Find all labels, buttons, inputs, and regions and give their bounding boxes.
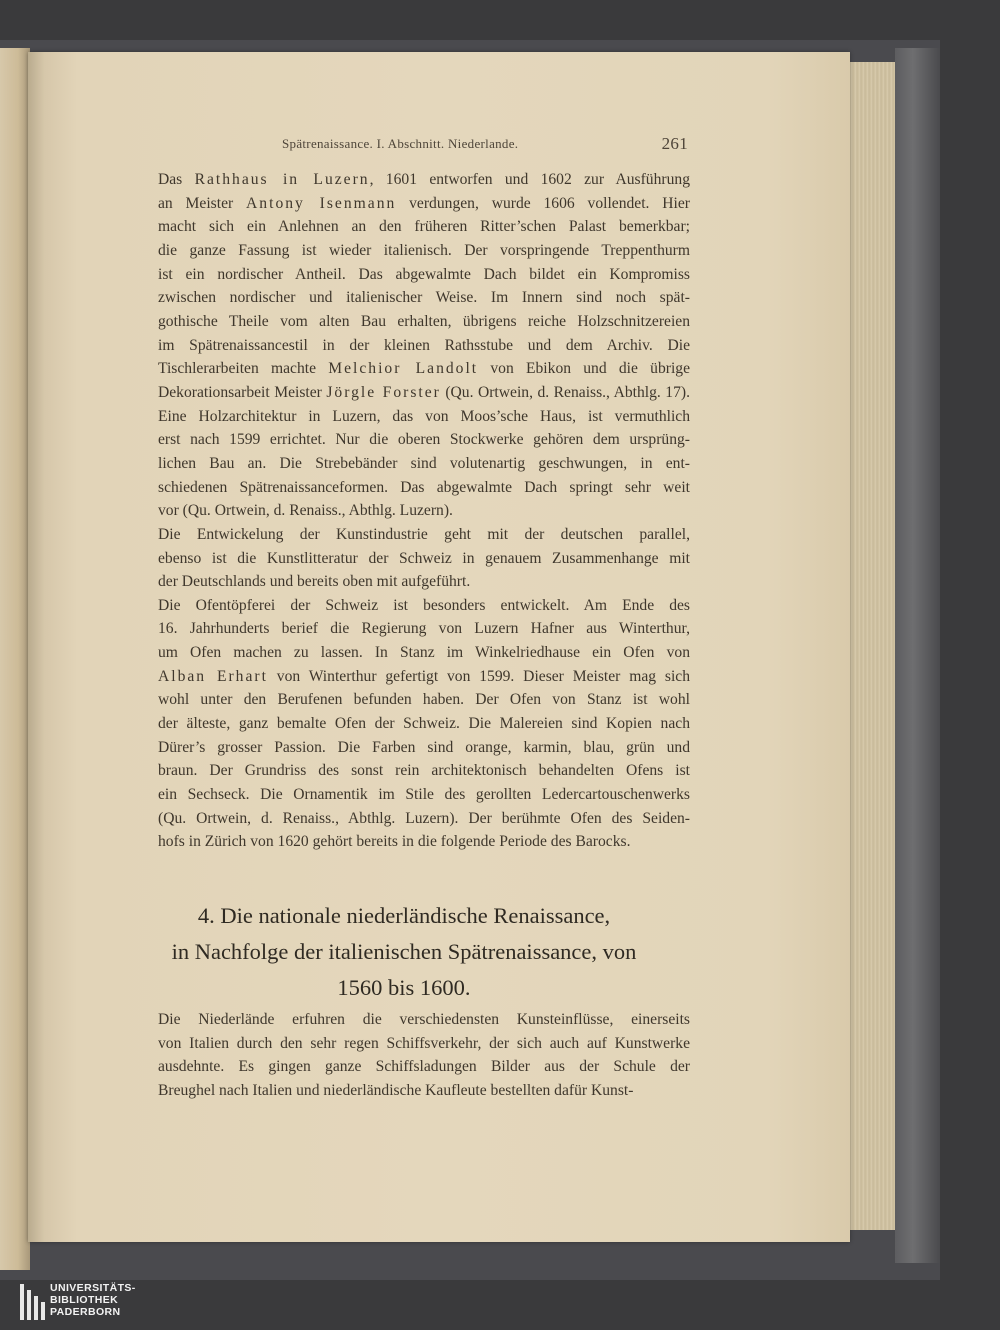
text-span: Dekorationsarbeit Meister (158, 383, 327, 401)
library-logo (20, 1282, 140, 1322)
text-line (118, 334, 690, 358)
text-span: (Qu. Ortwein, d. Renaiss., Abthlg. Luzern). Der berühmte Ofen des Seiden- (158, 809, 690, 827)
emphasized-name: Melchior Landolt (328, 360, 479, 378)
text-span: Das (158, 171, 195, 188)
text-span: an Meister (158, 194, 247, 212)
text-line (118, 381, 690, 405)
text-span: zwischen nordischer und italienischer Weise. Im Innern sind noch spät- (158, 289, 690, 307)
text-line (118, 570, 690, 594)
text-line (118, 712, 690, 736)
text-span: lichen Bau an. Die Strebebänder sind volutenartig geschwungen, in ent- (158, 454, 690, 472)
section-text (118, 1008, 690, 1103)
left-page-edge (0, 48, 30, 1270)
text-line (118, 594, 690, 618)
section-heading-line: 4. Die nationale niederländische Renaissance, (197, 903, 611, 928)
emphasized-name: Jörgle Forster (326, 383, 441, 401)
book-spine-cover (895, 48, 940, 1263)
text-line (118, 499, 690, 523)
page-edges (846, 62, 896, 1230)
text-span: macht sich ein Anlehnen an den früheren Ritter’schen Palast bemerkbar; (158, 218, 690, 236)
text-span: Tischlerarbeiten machte (158, 360, 329, 378)
text-line (118, 310, 690, 334)
text-span: (Qu. Ortwein, d. Renaiss., Abthlg. 17). (440, 383, 690, 401)
text-line (118, 405, 690, 429)
text-span: gothische Theile vom alten Bau erhalten, übrigens reiche Holzschnitzereien (158, 312, 690, 330)
text-span: Die Entwickelung der Kunstindustrie geht mit der deutschen parallel, (158, 525, 690, 543)
text-line (118, 286, 690, 310)
emphasized-name: Alban Erhart (158, 667, 268, 685)
text-span: Dürer’s grosser Passion. Die Farben sind orange, karmin, blau, grün und (158, 738, 690, 756)
paragraph (118, 168, 690, 523)
text-line (118, 617, 690, 641)
logo-text-line: PADERBORN (50, 1306, 121, 1318)
emphasized-name: Rathhaus in Luzern (194, 171, 370, 188)
text-line (118, 547, 690, 571)
paragraph (118, 594, 690, 854)
text-span: ein Sechseck. Die Ornamentik im Stile des gerollten Ledercartouschenwerks (158, 786, 690, 804)
text-line (118, 665, 690, 689)
text-span: Eine Holzarchitektur in Luzern, das von Moos’sche Haus, ist vermuthlich (158, 407, 690, 425)
text-line (118, 239, 690, 263)
text-line (118, 263, 690, 287)
paragraph (118, 523, 690, 594)
text-span: hofs in Zürich von 1620 gehört bereits in die folgende Periode des Barocks. (158, 833, 631, 851)
running-header (282, 136, 688, 152)
text-line (118, 1032, 690, 1056)
text-span: erst nach 1599 errichtet. Nur die oberen Stockwerke gehören dem ursprüng- (158, 431, 690, 449)
text-line (118, 759, 690, 783)
section-heading-line: in Nachfolge der italienischen Spätrenaissance, von (171, 939, 637, 964)
text-span: 16. Jahrhunderts berief die Regierung von Luzern Hafner aus Winterthur, (158, 620, 690, 638)
main-text (118, 168, 690, 854)
text-span: die ganze Fassung ist wieder italienisch. Der vorspringende Treppenthurm (158, 241, 690, 259)
page-number: 261 (661, 134, 688, 153)
text-span: ausdehnte. Es gingen ganze Schiffsladungen Bilder aus der Schule der (158, 1058, 690, 1076)
text-line (118, 736, 690, 760)
text-line (118, 783, 690, 807)
text-span: braun. Der Grundriss des sonst rein architektonisch behandelten Ofens ist (158, 762, 690, 780)
paragraph (118, 1008, 690, 1103)
text-line (118, 1008, 690, 1032)
text-line (118, 215, 690, 239)
text-span: Die Ofentöpferei der Schweiz ist besonders entwickelt. Am Ende des (158, 596, 690, 614)
text-span: von Italien durch den sehr regen Schiffsverkehr, der sich auch auf Kunstwerke (158, 1034, 690, 1052)
text-span: schiedenen Spätrenaissanceformen. Das abgewalmte Dach springt sehr weit (158, 478, 690, 496)
text-span: um Ofen machen zu lassen. In Stanz im Winkelriedhause ein Ofen von (158, 644, 690, 662)
text-span: von Winterthur gefertigt von 1599. Dieser Meister mag sich (267, 667, 691, 685)
text-span: Die Niederlände erfuhren die verschiedensten Kunsteinflüsse, einerseits (158, 1011, 690, 1028)
text-span: ebenso ist die Kunstlitteratur der Schweiz in genauem Zusammenhange mit (158, 549, 690, 567)
text-line (118, 476, 690, 500)
text-line (118, 688, 690, 712)
running-title: Spätrenaissance. I. Abschnitt. Niederlande. (282, 136, 519, 151)
footer-bar (0, 1280, 1000, 1330)
text-span: von Ebikon und die übrige (478, 360, 690, 378)
text-line (118, 1055, 690, 1079)
text-line (118, 192, 690, 216)
text-line (118, 830, 690, 854)
text-line (118, 641, 690, 665)
text-span: wohl unter den Berufenen befunden haben. Der Ofen von Stanz ist wohl (158, 691, 690, 709)
emphasized-name: Antony Isenmann (246, 194, 397, 212)
text-line (118, 452, 690, 476)
text-span: Breughel nach Italien und niederländische Kaufleute bestellten dafür Kunst- (158, 1081, 634, 1099)
text-span: ist ein nordischer Antheil. Das abgewalmte Dach bildet ein Kompromiss (158, 265, 690, 283)
text-span: vor (Qu. Ortwein, d. Renaiss., Abthlg. Luzern). (158, 502, 453, 520)
text-line (118, 168, 690, 192)
text-line (118, 428, 690, 452)
text-line (118, 1079, 690, 1103)
section-heading-line: 1560 bis 1600. (337, 975, 471, 1000)
text-span: , 1601 entworfen und 1602 zur Ausführung (369, 171, 690, 188)
text-span: der Deutschlands und bereits oben mit aufgeführt. (158, 573, 471, 591)
text-line (118, 357, 690, 381)
text-span: im Spätrenaissancestil in der kleinen Rathsstube und dem Archiv. Die (158, 336, 690, 354)
section-heading (118, 898, 690, 1006)
text-span: verdungen, wurde 1606 vollendet. Hier (396, 194, 691, 212)
text-line (118, 807, 690, 831)
logo-text-line: UNIVERSITÄTS- (50, 1282, 136, 1294)
text-line (118, 523, 690, 547)
text-span: der älteste, ganz bemalte Ofen der Schweiz. Die Malereien sind Kopien nach (158, 715, 690, 733)
logo-text-line: BIBLIOTHEK (50, 1294, 119, 1306)
